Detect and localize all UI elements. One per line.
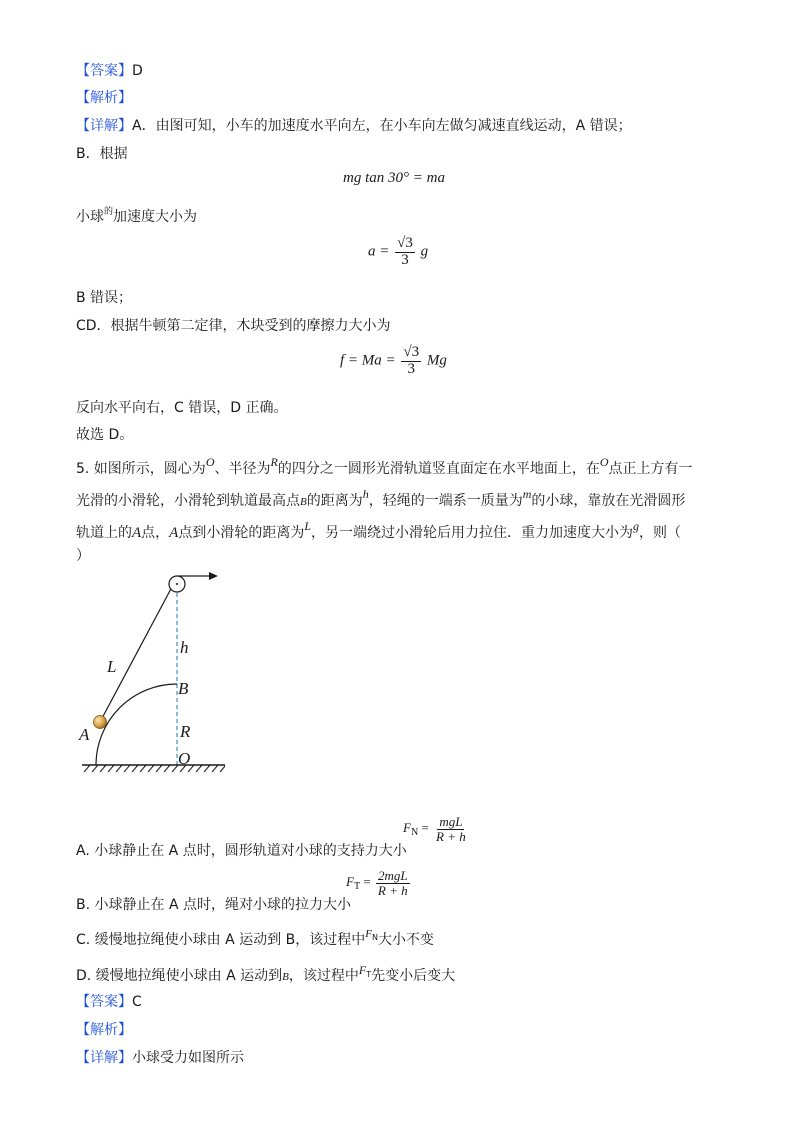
symbol-L: L	[304, 519, 312, 533]
option-d	[76, 963, 455, 985]
option-a-text: A. 小球静止在 A 点时，圆形轨道对小球的支持力大小	[76, 843, 407, 859]
label-O: O	[178, 749, 191, 768]
eq2-den: 3	[401, 251, 409, 268]
symbol-m: m	[522, 487, 532, 501]
eq2-tail: g	[420, 243, 429, 260]
option-b-sub: T	[353, 881, 361, 893]
option-a-F: F	[403, 820, 411, 836]
ball-icon	[94, 716, 107, 729]
equation-2	[368, 236, 428, 269]
q5-text: 点到小滑轮的距离为	[178, 525, 305, 541]
q5-line-4: ）	[76, 548, 90, 564]
option-b-fraction	[376, 869, 410, 897]
option-b-text: B. 小球静止在 A 点时，绳对小球的拉力大小	[76, 897, 351, 913]
option-b-formula: $F_T$ = $\frac{\text{2mgL}}{R + h}$	[346, 868, 408, 898]
option-c-tail: 大小不变	[377, 932, 434, 948]
symbol-A: A	[169, 525, 179, 541]
ball-accel-line	[76, 204, 197, 226]
option-d-tail: 先变小后变大	[371, 968, 456, 984]
option-d-sub: T	[366, 970, 372, 979]
q5-answer-tag: 【答案】	[76, 994, 132, 1010]
label-L: L	[107, 657, 117, 676]
symbol-h: h	[362, 487, 369, 501]
q5-text: 5. 如图所示，圆心为	[76, 461, 206, 477]
symbol-O: O	[205, 455, 215, 469]
eq3-num: √3	[403, 344, 420, 360]
option-a-sub: N	[410, 827, 419, 839]
rope-line	[100, 585, 173, 722]
answer-value: D	[132, 63, 143, 79]
answer-tag: 【答案】	[76, 63, 132, 79]
q5-answer-value: C	[132, 994, 142, 1010]
eq2-fraction	[395, 236, 415, 269]
ball-word: 小球	[76, 209, 104, 225]
symbol-g: g	[633, 519, 640, 533]
symbol-A: A	[132, 525, 142, 541]
option-a-num: mgL	[439, 814, 463, 829]
q5-detail-tag: 【详解】	[76, 1050, 132, 1066]
pulley-axle-icon	[176, 583, 178, 585]
q5-text: 轨道上的	[76, 525, 132, 541]
eq2-lhs: a =	[368, 243, 390, 260]
q5-text: ，则（	[639, 525, 682, 541]
q5-text: 的小球，靠放在光滑圆形	[531, 493, 686, 509]
eq3-tail: Mg	[426, 352, 447, 369]
option-c-F: F	[365, 928, 372, 940]
detail-line-b: B．根据	[76, 146, 128, 162]
q5-text: 的距离为	[306, 493, 363, 509]
eq2-num: √3	[397, 235, 413, 251]
pulley-track-figure	[70, 565, 240, 780]
label-R: R	[180, 722, 191, 741]
option-d-text: D. 缓慢地拉绳使小球由 A 运动到	[76, 968, 283, 984]
q5-detail-line	[76, 1047, 244, 1067]
label-A: A	[79, 725, 90, 744]
option-a-formula: $F_N$ = $\frac{\text{mgL}}{R + h}$	[403, 814, 466, 844]
option-c-text: C. 缓慢地拉绳使小球由 A 运动到 B，该过程中	[76, 932, 366, 948]
equation-3	[340, 345, 447, 378]
ball-accel-rest: 加速度大小为	[113, 209, 198, 225]
option-c-sub: N	[371, 933, 378, 942]
symbol-O: O	[599, 455, 609, 469]
quarter-circle-track	[96, 684, 177, 765]
q5-answer-line	[76, 991, 142, 1011]
b-wrong-line: B 错误；	[76, 290, 133, 306]
option-a-den: R + h	[436, 828, 466, 844]
option-c	[76, 928, 434, 949]
symbol-R: R	[270, 455, 278, 469]
reverse-line: 反向水平向右，C 错误，D 正确。	[76, 400, 288, 416]
q5-line-2	[76, 487, 685, 510]
q5-text: 的四分之一圆形光滑轨道竖直面定在水平地面上，在	[277, 461, 600, 477]
q5-line-3	[76, 519, 681, 542]
eq3-lhs: f = Ma =	[340, 352, 396, 369]
label-B: B	[178, 679, 189, 698]
cd-line: CD．根据牛顿第二定律，木块受到的摩擦力大小为	[76, 318, 391, 334]
q5-line-1	[76, 455, 693, 478]
ground-hatch	[84, 765, 225, 772]
detail-tag: 【详解】	[76, 118, 132, 134]
eq3-fraction	[401, 345, 421, 378]
q5-text: 点，	[141, 525, 170, 541]
option-b-num: 2mgL	[377, 868, 408, 883]
option-d-F: F	[358, 963, 367, 977]
label-h: h	[180, 638, 189, 657]
q5-text: ，另一端绕过小滑轮后用力拉住．重力加速度大小为	[311, 525, 634, 541]
choose-line: 故选 D。	[76, 427, 134, 443]
option-b-den: R + h	[377, 882, 408, 898]
analysis-tag: 【解析】	[76, 90, 132, 106]
q5-text: 、半径为	[214, 461, 271, 477]
q5-text: ，轻绳的一端系一质量为	[368, 493, 523, 509]
option-d-mid: ，该过程中	[288, 968, 359, 984]
option-a-fraction	[434, 815, 468, 843]
ball-de-small: 的	[104, 207, 114, 217]
q5-analysis-tag: 【解析】	[76, 1022, 132, 1038]
q5-detail-text: 小球受力如图所示	[132, 1050, 244, 1066]
eq3-den: 3	[407, 360, 416, 377]
q5-text: 点正上方有一	[608, 461, 693, 477]
detail-text-a: A．由图可知，小车的加速度水平向左，在小车向左做匀减速直线运动，A 错误；	[132, 118, 632, 134]
detail-line-a	[76, 115, 632, 135]
equation-1: mg tan 30° = ma	[343, 170, 445, 186]
option-d-B: B	[282, 971, 289, 983]
pull-arrow-icon	[209, 572, 218, 580]
symbol-B: B	[300, 496, 307, 508]
answer-line	[76, 60, 143, 80]
option-b-F: F	[346, 874, 354, 890]
q5-text: 光滑的小滑轮，小滑轮到轨道最高点	[76, 493, 300, 509]
